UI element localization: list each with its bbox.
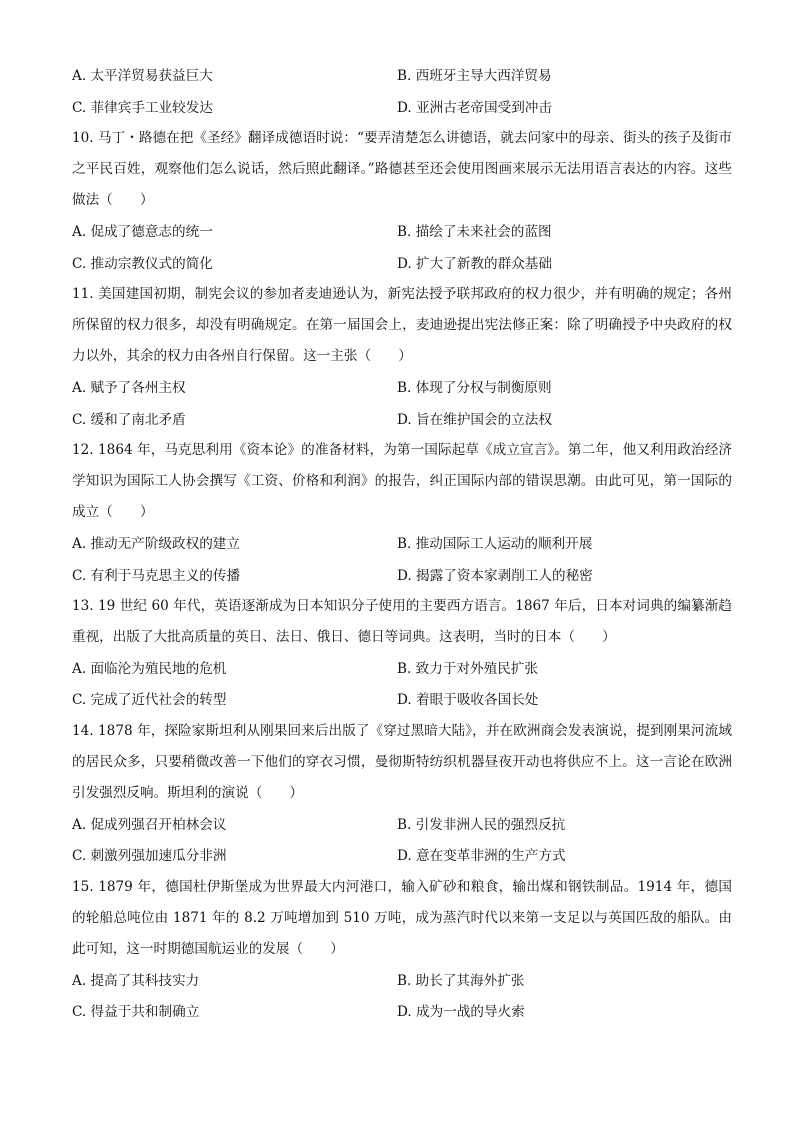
q15-option-a: A. 提高了其科技实力 xyxy=(72,973,200,989)
q13-option-d: D. 着眼于吸收各国长处 xyxy=(397,692,539,708)
q12-option-d: D. 揭露了资本家剥削工人的秘密 xyxy=(397,568,593,584)
q10-option-c: C. 推动宗教仪式的简化 xyxy=(72,256,213,272)
q14-option-c: C. 刺激列强加速瓜分非洲 xyxy=(72,848,227,864)
q15-option-b: B. 助长了其海外扩张 xyxy=(397,973,525,989)
q11-option-c: C. 缓和了南北矛盾 xyxy=(72,412,186,428)
q10-option-b: B. 描绘了未来社会的蓝图 xyxy=(397,224,552,240)
q11-stem: 11. 美国建国初期，制宪会议的参加者麦迪逊认为，新宪法授予联邦政府的权力很少，并有明确的规定；各州所保留的权力很多，却没有明确规定。在第一届国会上，麦迪逊提出宪法修正案：除了明确授予中央政府的权力以外，其余的权力由各州自行保留。这一主张（ ） xyxy=(72,286,732,365)
q12-option-b: B. 推动国际工人运动的顺利开展 xyxy=(397,536,593,552)
q10-option-d: D. 扩大了新教的群众基础 xyxy=(397,256,552,272)
q15-option-c: C. 得益于共和制确立 xyxy=(72,1004,200,1020)
q9-option-a: A. 太平洋贸易获益巨大 xyxy=(72,68,213,84)
q13-option-c: C. 完成了近代社会的转型 xyxy=(72,692,227,708)
q13-stem: 13. 19 世纪 60 年代，英语逐渐成为日本知识分子使用的主要西方语言。1867 年后，日本对词典的编纂渐趋重视，出版了大批高质量的英日、法日、俄日、德日等词典。这表明，当时的日本（ ） xyxy=(72,598,732,646)
q10-stem: 10. 马丁・路德在把《圣经》翻译成德语时说：“要弄清楚怎么讲德语，就去问家中的母亲、街头的孩子及街市之平民百姓，观察他们怎么说话，然后照此翻译。”路德甚至还会使用图画来展示无法用语言表达的内容。这些做法（ ） xyxy=(72,130,732,209)
q12-option-a: A. 推动无产阶级政权的建立 xyxy=(72,536,240,552)
q15-option-d: D. 成为一战的导火索 xyxy=(397,1004,525,1020)
q12-option-c: C. 有利于马克思主义的传播 xyxy=(72,568,241,584)
q10-option-a: A. 促成了德意志的统一 xyxy=(72,224,213,240)
q14-option-a: A. 促成列强召开柏林会议 xyxy=(72,817,227,833)
q9-option-b: B. 西班牙主导大西洋贸易 xyxy=(397,68,552,84)
q11-option-d: D. 旨在维护国会的立法权 xyxy=(397,412,552,428)
q14-stem: 14. 1878 年，探险家斯坦利从刚果回来后出版了《穿过黑暗大陆》，并在欧洲商会发表演说，提到刚果河流域的居民众多，只要稍微改善一下他们的穿衣习惯，曼彻斯特纺织机器昼夜开动也将供应不上。这一言论在欧洲引发强烈反响。斯坦利的演说（ ） xyxy=(72,723,732,802)
q14-option-d: D. 意在变革非洲的生产方式 xyxy=(397,848,566,864)
q9-option-d: D. 亚洲古老帝国受到冲击 xyxy=(397,100,552,116)
q11-option-b: B. 体现了分权与制衡原则 xyxy=(397,380,552,396)
q15-stem: 15. 1879 年，德国杜伊斯堡成为世界最大内河港口，输入矿砂和粮食，输出煤和钢铁制品。1914 年，德国的轮船总吨位由 1871 年的 8.2 万吨增加到 510 万吨，成为蒸汽时代以来第一支足以与英国匹敌的船队。由此可知，这一时期德国航运业的发展（ ） xyxy=(72,879,732,958)
q13-option-a: A. 面临沦为殖民地的危机 xyxy=(72,661,227,677)
q9-option-c: C. 菲律宾手工业较发达 xyxy=(72,100,213,116)
q12-stem: 12. 1864 年，马克思利用《资本论》的准备材料，为第一国际起草《成立宣言》。第二年，他又利用政治经济学知识为国际工人协会撰写《工资、价格和利润》的报告，纠正国际内部的错误思潮。由此可见，第一国际的成立（ ） xyxy=(72,442,732,521)
q13-option-b: B. 致力于对外殖民扩张 xyxy=(397,661,538,677)
q14-option-b: B. 引发非洲人民的强烈反抗 xyxy=(397,817,566,833)
q11-option-a: A. 赋予了各州主权 xyxy=(72,380,186,396)
